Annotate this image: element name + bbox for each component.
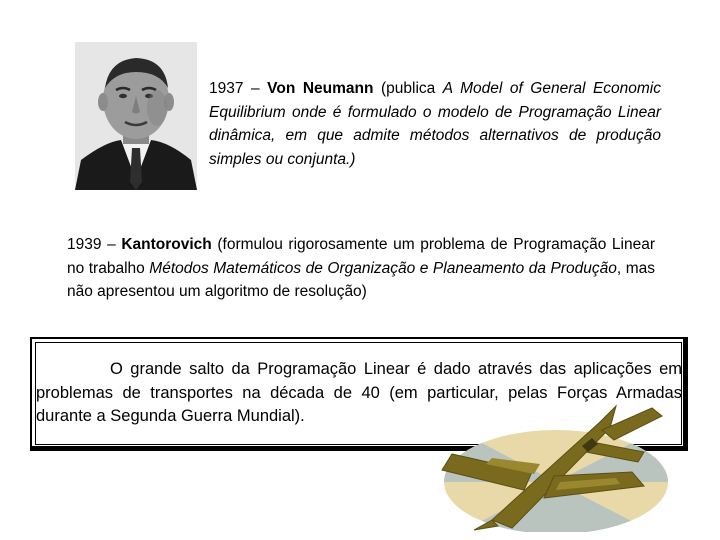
- work-title: A Model of General Economic Equilibrium: [209, 80, 661, 121]
- von-neumann-portrait: [75, 42, 197, 190]
- highlight-text-content: O grande salto da Programação Linear é dado através das aplicações em problemas de transportes na década de 40 (em particular, pelas Forças Armadas durante a Segunda Guerra Mundial).: [36, 360, 682, 425]
- year-1937: 1937 –: [209, 80, 260, 97]
- text-segment: , mas não apresentou um algoritmo de resolução): [67, 259, 655, 300]
- kantorovich-name: Kantorovich: [121, 236, 212, 253]
- text-segment: onde é formulado o modelo de Programação Linear dinâmica, em que admite métodos alternativos de produção simples ou conjunta.): [209, 103, 661, 168]
- von-neumann-name: Von Neumann: [267, 80, 374, 97]
- work-title: Métodos Matemáticos de Organização e Planeamento da Produção: [149, 259, 617, 277]
- fighter-jet-clipart: [432, 402, 702, 532]
- kantorovich-paragraph: [67, 233, 655, 304]
- year-1939: 1939 –: [67, 236, 116, 253]
- von-neumann-paragraph: [209, 77, 661, 171]
- text-segment: (formulou rigorosamente um problema de Programação Linear no trabalho: [67, 236, 656, 277]
- text-segment: (publica: [380, 80, 436, 97]
